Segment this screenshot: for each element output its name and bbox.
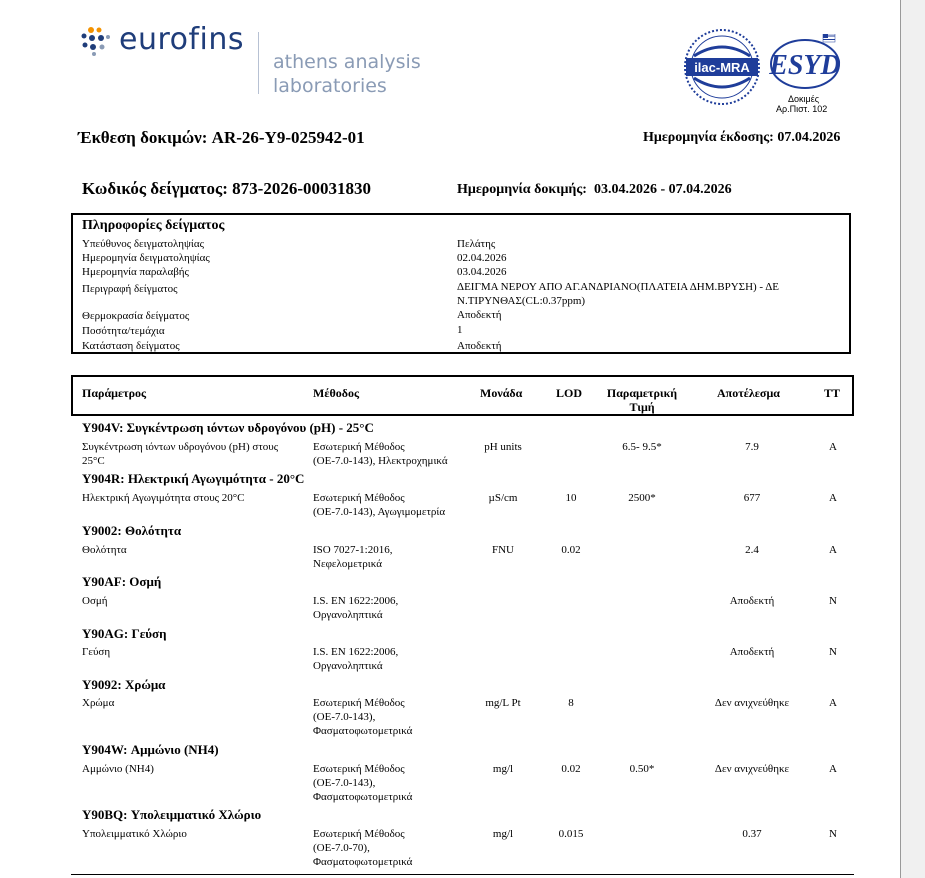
method-line: I.S. EN 1622:2006,	[313, 646, 399, 658]
col-header-parametric-value	[596, 386, 688, 414]
method-line: (ΟΕ-7.0-143), Αγωγιμομετρία	[313, 506, 446, 518]
row-result: 7.9	[745, 441, 759, 453]
row-unit: µS/cm	[488, 492, 518, 504]
row-parameter	[82, 827, 187, 841]
info-label: Ημερομηνία δειγματοληψίας	[82, 252, 210, 264]
info-value: Αποδεκτή	[457, 309, 502, 321]
row-result: Δεν ανιχνεύθηκε	[714, 697, 790, 709]
row-parameter	[82, 491, 245, 505]
info-label: Κατάσταση δείγματος	[82, 340, 180, 352]
row-tt: N	[829, 646, 837, 658]
method-line: (ΟΕ-7.0-143),	[313, 777, 376, 789]
row-method	[313, 440, 448, 468]
test-date	[457, 182, 732, 198]
col-header-unit: Μονάδα	[480, 386, 523, 400]
sample-code	[82, 179, 371, 199]
issue-date-value: 07.04.2026	[777, 130, 841, 145]
method-line: I.S. EN 1622:2006,	[313, 595, 399, 607]
col-header-parameter: Παράμετρος	[82, 386, 147, 400]
row-lod: 10	[565, 492, 577, 504]
row-tt: A	[829, 441, 837, 453]
param-line: Υπολειμματικό Χλώριο	[82, 828, 187, 840]
method-line: Φασματοφωτομετρικά	[313, 856, 413, 868]
method-line: Εσωτερική Μέθοδος	[313, 441, 405, 453]
report-number-value: AR-26-Y9-025942-01	[211, 128, 365, 147]
sample-info-title: Πληροφορίες δείγματος	[82, 218, 225, 233]
accreditation-line2: Αρ.Πιστ. 102	[776, 104, 828, 114]
param-line: Γεύση	[82, 646, 111, 658]
param-line: 25°C	[82, 455, 105, 467]
row-unit: mg/l	[492, 828, 514, 840]
report-number	[78, 128, 365, 148]
test-date-value: 03.04.2026 - 07.04.2026	[593, 182, 732, 197]
group-title: Y9002: Θολότητα	[82, 523, 182, 538]
col-header-tt: TT	[824, 386, 841, 400]
info-label: Ημερομηνία παραλαβής	[82, 266, 189, 278]
row-method	[313, 696, 412, 738]
row-lod: 0.015	[558, 828, 584, 840]
info-value: Πελάτης	[457, 238, 496, 250]
group-title: Y90AF: Οσμή	[82, 574, 162, 589]
row-result: Δεν ανιχνεύθηκε	[714, 763, 790, 775]
method-line: Εσωτερική Μέθοδος	[313, 697, 405, 709]
row-method	[313, 594, 398, 622]
group-title: Y904W: Αμμώνιο (NH4)	[82, 742, 219, 757]
row-lod: 0.02	[561, 763, 581, 775]
param-line: Χρώμα	[82, 697, 115, 709]
col-header-parametric-value-line2: Τιμή	[629, 400, 655, 414]
group-title: Y904R: Ηλεκτρική Αγωγιμότητα - 20°C	[82, 471, 305, 486]
row-parameter	[82, 645, 110, 659]
row-parametric-value: 0.50*	[629, 763, 655, 775]
row-method	[313, 543, 392, 571]
group-title: Y90BQ: Υπολειμματικό Χλώριο	[82, 807, 262, 822]
col-header-parametric-value-line1: Παραμετρική	[606, 386, 678, 400]
method-line: Εσωτερική Μέθοδος	[313, 828, 405, 840]
info-value: Αποδεκτή	[457, 340, 502, 352]
info-value: 1	[457, 324, 463, 336]
row-parametric-value: 6.5- 9.5*	[622, 441, 662, 453]
row-method	[313, 645, 398, 673]
info-label: Υπεύθυνος δειγματοληψίας	[82, 238, 205, 250]
row-tt: A	[829, 544, 837, 556]
row-parametric-value: 2500*	[628, 492, 656, 504]
row-parameter	[82, 696, 114, 710]
row-lod: 0.02	[561, 544, 581, 556]
method-line: Νεφελομετρικά	[313, 558, 382, 570]
param-line: Συγκέντρωση ιόντων υδρογόνου (pH) στους	[82, 441, 279, 453]
method-line: (ΟΕ-7.0-143),	[313, 711, 376, 723]
col-header-lod: LOD	[556, 386, 583, 400]
method-line: ISO 7027-1:2016,	[313, 544, 393, 556]
info-label: Ποσότητα/τεμάχια	[82, 325, 165, 337]
info-value: 02.04.2026	[457, 252, 507, 264]
row-method	[313, 762, 412, 804]
row-tt: N	[829, 595, 837, 607]
logo-divider	[258, 32, 259, 94]
row-tt: A	[829, 697, 837, 709]
param-line: Ηλεκτρική Αγωγιμότητα στους 20°C	[82, 492, 245, 504]
group-title: Y9092: Χρώμα	[82, 677, 166, 692]
row-parameter	[82, 762, 154, 776]
row-tt: A	[829, 492, 837, 504]
row-result: Αποδεκτή	[729, 595, 775, 607]
row-result: Αποδεκτή	[729, 646, 775, 658]
method-line: Φασματοφωτομετρικά	[313, 725, 413, 737]
info-label: Περιγραφή δείγματος	[82, 283, 178, 295]
sample-code-label: Κωδικός δείγματος:	[82, 179, 228, 198]
row-parameter	[82, 440, 278, 468]
param-line: Αμμώνιο (NH4)	[82, 763, 154, 775]
esyd-text: ESYD	[769, 50, 841, 81]
row-method	[313, 491, 445, 519]
col-header-result: Αποτέλεσμα	[717, 386, 780, 400]
info-label: Θερμοκρασία δείγματος	[82, 310, 190, 322]
method-line: Εσωτερική Μέθοδος	[313, 763, 405, 775]
report-number-label: Έκθεση δοκιμών:	[78, 128, 208, 147]
esyd-logo-icon	[769, 34, 845, 90]
vertical-scrollbar[interactable]	[903, 0, 925, 878]
param-line: Οσμή	[82, 595, 108, 607]
row-lod: 8	[568, 697, 574, 709]
row-parameter	[82, 594, 108, 608]
row-unit: mg/L Pt	[485, 697, 521, 709]
sample-code-value: 873-2026-00031830	[232, 179, 371, 198]
issue-date	[643, 130, 840, 146]
group-title: Y904V: Συγκέντρωση ιόντων υδρογόνου (pH) - 25°C	[82, 420, 374, 435]
eurofins-logo-text: eurofins	[119, 22, 245, 57]
eurofins-logo-icon	[80, 26, 114, 56]
row-tt: N	[829, 828, 837, 840]
row-unit: mg/l	[492, 763, 514, 775]
lab-name: athens analysis laboratories	[273, 51, 421, 97]
row-unit: FNU	[491, 544, 514, 556]
row-tt: A	[829, 763, 837, 775]
info-value: 03.04.2026	[457, 266, 507, 278]
ilac-mra-seal-icon	[682, 28, 762, 106]
row-result: 677	[743, 492, 761, 504]
row-method	[313, 827, 412, 869]
row-result: 2.4	[745, 544, 759, 556]
row-parameter	[82, 543, 127, 557]
col-header-method: Μέθοδος	[313, 386, 360, 400]
info-value: ΔΕΙΓΜΑ ΝΕΡΟΥ ΑΠΟ ΑΓ.ΑΝΔΡΙΑΝΟ(ΠΛΑΤΕΙΑ ΔΗΜ.ΒΡΥΣΗ) - ΔΕ	[457, 281, 780, 293]
info-value-cont: Ν.ΤΙΡΥΝΘΑΣ(CL:0.37ppm)	[457, 295, 586, 307]
method-line: Οργανοληπτικά	[313, 660, 383, 672]
row-unit: pH units	[484, 441, 522, 453]
ilac-mra-text: ilac-MRA	[694, 60, 750, 75]
method-line: Οργανοληπτικά	[313, 609, 383, 621]
method-line: Εσωτερική Μέθοδος	[313, 492, 405, 504]
group-title: Y90AG: Γεύση	[82, 626, 167, 641]
param-line: Θολότητα	[82, 544, 127, 556]
method-line: (ΟΕ-7.0-143), Ηλεκτροχημικά	[313, 455, 448, 467]
method-line: Φασματοφωτομετρικά	[313, 791, 413, 803]
method-line: (ΟΕ-7.0-70),	[313, 842, 370, 854]
table-bottom-border	[71, 874, 854, 875]
accreditation-line1: Δοκιμές	[788, 94, 820, 104]
test-date-label: Ημερομηνία δοκιμής:	[457, 182, 587, 197]
issue-date-label: Ημερομηνία έκδοσης:	[643, 130, 774, 145]
row-result: 0.37	[742, 828, 762, 840]
